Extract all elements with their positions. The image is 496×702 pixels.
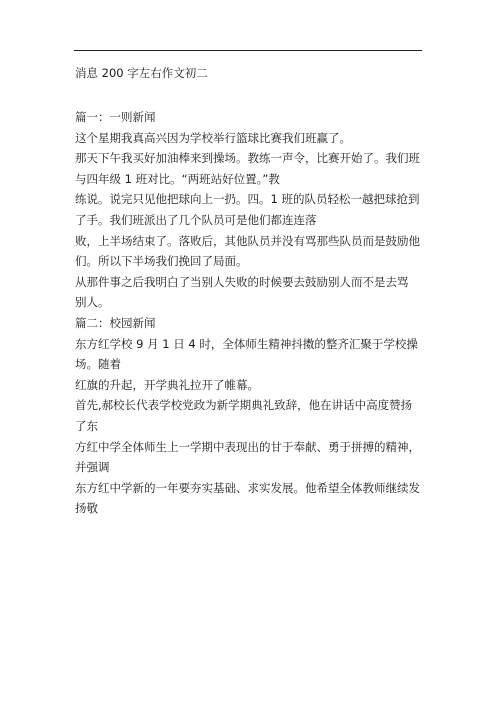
text-line: 们。所以下半场我们挽回了局面。 (75, 254, 248, 269)
text-line: 方红中学全体师生上一学期中表现出的甘于奉献、勇于拼搏的精神， (75, 439, 420, 454)
text-line: 与四年级 1 班对比。“两班站好位置。”教 (75, 171, 280, 186)
text-line: 篇二：校园新闻 (75, 315, 156, 330)
header-rule (74, 50, 422, 51)
text-line: 那天下午我买好加油棒来到操场。教练一声令，比赛开始了。我们班 (75, 151, 420, 166)
text-line: 篇一：一则新闻 (75, 110, 156, 124)
document-body (75, 63, 425, 519)
text-line: 东方红学校 9 月 1 日 4 时，全体师生精神抖擞的整齐汇聚于学校操 (75, 336, 418, 351)
text-line: 了手。我们班派出了几个队员可是他们都连连落 (75, 212, 317, 227)
text-line: 首先,郝校长代表学校党政为新学期典礼致辞，他在讲话中高度赞扬 (75, 398, 413, 413)
document-title: 消息 200 字左右作文初二 (75, 66, 208, 80)
text-line: 并强调 (75, 460, 110, 475)
text-line: 这个星期我真高兴因为学校举行篮球比赛我们班赢了。 (75, 130, 351, 145)
text-line: 东方红中学新的一年要夯实基础、求实发展。他希望全体教师继续发 (75, 480, 420, 495)
text-line: 练说。说完只见他把球向上一扔。四。1 班的队员轻松一越把球抢到 (75, 192, 420, 207)
title-spacer (75, 83, 425, 107)
text-line: 了东 (75, 418, 98, 433)
text-line: 别人。 (75, 295, 110, 310)
text-line: 扬敬 (75, 501, 98, 516)
text-line: 场。随着 (75, 357, 121, 372)
text-line: 败，上半场结束了。落败后，其他队员并没有骂那些队员而是鼓励他 (75, 233, 420, 248)
text-line: 红旗的升起，开学典礼拉开了帷幕。 (75, 377, 259, 392)
text-line: 从那件事之后我明白了当别人失败的时候要去鼓励别人而不是去骂 (75, 274, 409, 289)
